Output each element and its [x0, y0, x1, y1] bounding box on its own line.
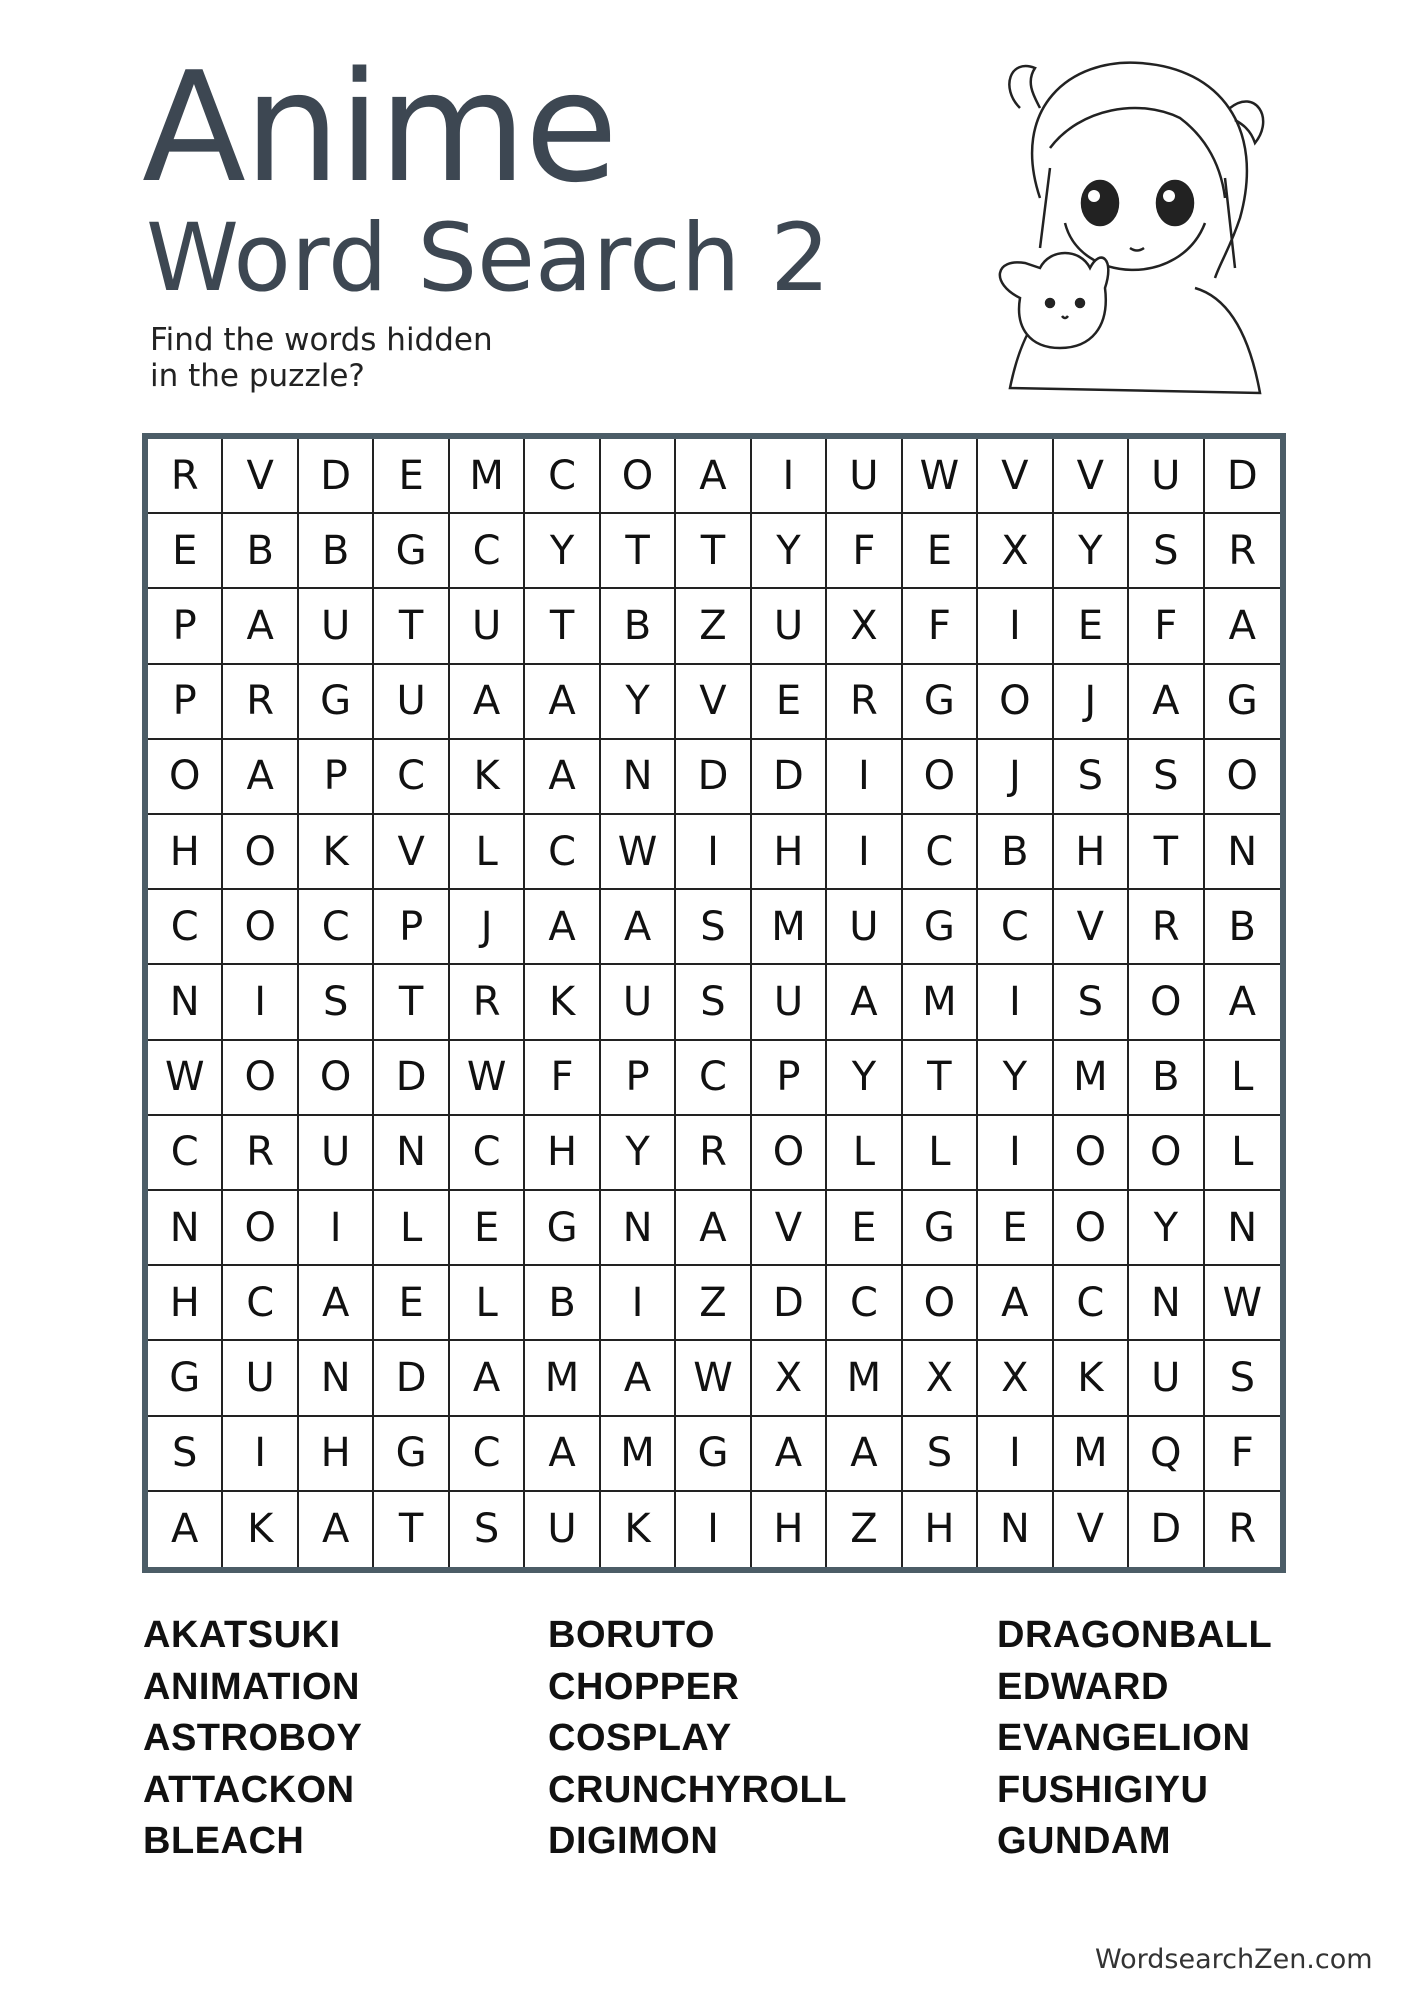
grid-cell: A — [1205, 965, 1280, 1040]
grid-cell: C — [148, 1116, 223, 1191]
grid-cell: P — [148, 589, 223, 664]
grid-cell: D — [752, 1266, 827, 1341]
grid-cell: C — [525, 815, 600, 890]
grid-cell: I — [827, 815, 902, 890]
grid-cell: U — [299, 1116, 374, 1191]
grid-cell: O — [903, 1266, 978, 1341]
word-list-column — [997, 1610, 1272, 1868]
grid-cell: T — [676, 514, 751, 589]
grid-cell: O — [1205, 740, 1280, 815]
grid-cell: N — [978, 1492, 1053, 1567]
grid-cell: N — [299, 1341, 374, 1416]
grid-cell: A — [148, 1492, 223, 1567]
grid-cell: J — [978, 740, 1053, 815]
grid-cell: U — [450, 589, 525, 664]
grid-cell: I — [223, 1417, 298, 1492]
word-item: BLEACH — [143, 1820, 305, 1862]
grid-cell: G — [299, 665, 374, 740]
grid-cell: G — [903, 890, 978, 965]
grid-cell: S — [1205, 1341, 1280, 1416]
grid-cell: O — [223, 1191, 298, 1266]
grid-cell: H — [1054, 815, 1129, 890]
grid-cell: Y — [1129, 1191, 1204, 1266]
grid-cell: I — [978, 589, 1053, 664]
instructions-line: in the puzzle? — [150, 358, 365, 394]
grid-cell: N — [601, 1191, 676, 1266]
grid-cell: P — [752, 1041, 827, 1116]
grid-cell: N — [374, 1116, 449, 1191]
grid-cell: A — [752, 1417, 827, 1492]
grid-cell: C — [676, 1041, 751, 1116]
grid-cell: U — [1129, 1341, 1204, 1416]
word-item: COSPLAY — [548, 1717, 732, 1759]
grid-cell: I — [223, 965, 298, 1040]
grid-cell: I — [827, 740, 902, 815]
grid-cell: A — [978, 1266, 1053, 1341]
grid-cell: E — [827, 1191, 902, 1266]
grid-cell: O — [903, 740, 978, 815]
word-item: ATTACKON — [143, 1768, 355, 1811]
grid-cell: C — [299, 890, 374, 965]
grid-cell: C — [1054, 1266, 1129, 1341]
grid-cell: O — [223, 1041, 298, 1116]
grid-cell: Y — [752, 514, 827, 589]
grid-cell: O — [148, 740, 223, 815]
grid-cell: X — [978, 1341, 1053, 1416]
grid-cell: T — [374, 965, 449, 1040]
grid-cell: A — [223, 589, 298, 664]
grid-cell: I — [676, 1492, 751, 1567]
grid-cell: G — [1205, 665, 1280, 740]
grid-cell: R — [450, 965, 525, 1040]
instructions — [150, 322, 570, 394]
grid-cell: P — [601, 1041, 676, 1116]
grid-cell: A — [1205, 589, 1280, 664]
grid-cell: I — [752, 439, 827, 514]
grid-cell: X — [752, 1341, 827, 1416]
grid-cell: L — [374, 1191, 449, 1266]
grid-cell: Q — [1129, 1417, 1204, 1492]
grid-cell: B — [1129, 1041, 1204, 1116]
grid-cell: S — [148, 1417, 223, 1492]
grid-cell: P — [374, 890, 449, 965]
grid-cell: F — [525, 1041, 600, 1116]
grid-cell: A — [676, 1191, 751, 1266]
instructions-line: Find the words hidden — [150, 322, 493, 358]
grid-cell: T — [374, 1492, 449, 1567]
grid-cell: N — [1205, 815, 1280, 890]
grid-cell: C — [903, 815, 978, 890]
grid-cell: C — [450, 1417, 525, 1492]
grid-cell: G — [374, 514, 449, 589]
grid-cell: O — [978, 665, 1053, 740]
word-item: GUNDAM — [997, 1820, 1171, 1862]
grid-cell: K — [450, 740, 525, 815]
grid-cell: W — [450, 1041, 525, 1116]
grid-cell: D — [299, 439, 374, 514]
grid-cell: A — [525, 1417, 600, 1492]
page-subtitle: Word Search 2 — [146, 204, 831, 313]
grid-cell: K — [525, 965, 600, 1040]
grid-cell: O — [1129, 1116, 1204, 1191]
grid-cell: G — [148, 1341, 223, 1416]
grid-cell: V — [223, 439, 298, 514]
grid-cell: O — [1129, 965, 1204, 1040]
grid-cell: R — [676, 1116, 751, 1191]
grid-cell: K — [601, 1492, 676, 1567]
grid-cell: L — [903, 1116, 978, 1191]
grid-cell: H — [148, 815, 223, 890]
grid-cell: H — [752, 1492, 827, 1567]
grid-cell: I — [676, 815, 751, 890]
grid-cell: A — [223, 740, 298, 815]
grid-cell: V — [1054, 1492, 1129, 1567]
word-item: EVANGELION — [997, 1717, 1251, 1759]
grid-cell: H — [299, 1417, 374, 1492]
grid-cell: N — [148, 1191, 223, 1266]
grid-cell: E — [450, 1191, 525, 1266]
footer-site-name: WordsearchZen.com — [1095, 1944, 1373, 1975]
grid-cell: U — [601, 965, 676, 1040]
grid-cell: U — [223, 1341, 298, 1416]
word-item: DIGIMON — [548, 1820, 719, 1862]
grid-cell: L — [1205, 1116, 1280, 1191]
grid-cell: V — [752, 1191, 827, 1266]
grid-cell: D — [676, 740, 751, 815]
grid-cell: H — [148, 1266, 223, 1341]
grid-cell: G — [903, 665, 978, 740]
grid-cell: K — [299, 815, 374, 890]
grid-cell: S — [1129, 740, 1204, 815]
grid-cell: S — [450, 1492, 525, 1567]
grid-cell: A — [525, 740, 600, 815]
grid-cell: C — [223, 1266, 298, 1341]
grid-cell: Z — [827, 1492, 902, 1567]
grid-cell: R — [827, 665, 902, 740]
grid-cell: R — [223, 665, 298, 740]
grid-cell: S — [1129, 514, 1204, 589]
grid-cell: U — [752, 965, 827, 1040]
grid-cell: L — [450, 1266, 525, 1341]
grid-cell: S — [1054, 740, 1129, 815]
word-list-column — [548, 1610, 847, 1868]
grid-cell: T — [525, 589, 600, 664]
grid-cell: K — [223, 1492, 298, 1567]
grid-cell: N — [1129, 1266, 1204, 1341]
grid-cell: R — [223, 1116, 298, 1191]
word-item: AKATSUKI — [143, 1614, 341, 1656]
grid-cell: B — [525, 1266, 600, 1341]
grid-cell: D — [374, 1341, 449, 1416]
grid-cell: I — [601, 1266, 676, 1341]
grid-cell: B — [978, 815, 1053, 890]
grid-cell: M — [525, 1341, 600, 1416]
word-item: EDWARD — [997, 1665, 1169, 1708]
word-item: CHOPPER — [548, 1665, 740, 1708]
grid-cell: D — [1205, 439, 1280, 514]
grid-cell: E — [1054, 589, 1129, 664]
grid-cell: L — [1205, 1041, 1280, 1116]
grid-cell: C — [525, 439, 600, 514]
grid-cell: Y — [601, 1116, 676, 1191]
grid-cell: S — [1054, 965, 1129, 1040]
grid-cell: W — [148, 1041, 223, 1116]
grid-cell: V — [978, 439, 1053, 514]
grid-cell: M — [1054, 1417, 1129, 1492]
grid-cell: B — [223, 514, 298, 589]
grid-cell: R — [1129, 890, 1204, 965]
grid-cell: W — [676, 1341, 751, 1416]
grid-cell: F — [827, 514, 902, 589]
grid-cell: S — [903, 1417, 978, 1492]
grid-cell: U — [752, 589, 827, 664]
grid-cell: S — [676, 965, 751, 1040]
grid-cell: R — [148, 439, 223, 514]
grid-cell: X — [903, 1341, 978, 1416]
grid-cell: N — [601, 740, 676, 815]
grid-cell: A — [450, 1341, 525, 1416]
grid-cell: C — [148, 890, 223, 965]
grid-cell: A — [525, 890, 600, 965]
grid-cell: Y — [1054, 514, 1129, 589]
grid-cell: Y — [978, 1041, 1053, 1116]
grid-cell: U — [299, 589, 374, 664]
grid-cell: X — [827, 589, 902, 664]
grid-cell: A — [525, 665, 600, 740]
grid-cell: P — [299, 740, 374, 815]
grid-cell: G — [903, 1191, 978, 1266]
grid-cell: F — [903, 589, 978, 664]
word-list-column — [143, 1610, 362, 1868]
anime-girl-illustration — [980, 48, 1290, 408]
grid-cell: B — [1205, 890, 1280, 965]
grid-cell: H — [903, 1492, 978, 1567]
grid-cell: M — [903, 965, 978, 1040]
grid-cell: U — [374, 665, 449, 740]
grid-cell: E — [752, 665, 827, 740]
grid-cell: C — [374, 740, 449, 815]
grid-cell: O — [223, 890, 298, 965]
grid-cell: N — [148, 965, 223, 1040]
grid-cell: I — [978, 1417, 1053, 1492]
grid-cell: W — [601, 815, 676, 890]
grid-cell: M — [752, 890, 827, 965]
grid-cell: B — [601, 589, 676, 664]
grid-cell: H — [752, 815, 827, 890]
grid-cell: V — [1054, 890, 1129, 965]
grid-cell: W — [903, 439, 978, 514]
grid-cell: W — [1205, 1266, 1280, 1341]
grid-cell: L — [450, 815, 525, 890]
page-title: Anime — [142, 39, 617, 216]
grid-cell: V — [676, 665, 751, 740]
grid-cell: A — [450, 665, 525, 740]
grid-cell: G — [676, 1417, 751, 1492]
grid-cell: A — [299, 1492, 374, 1567]
grid-cell: I — [978, 965, 1053, 1040]
grid-cell: S — [299, 965, 374, 1040]
grid-cell: M — [827, 1341, 902, 1416]
grid-cell: M — [601, 1417, 676, 1492]
grid-cell: I — [978, 1116, 1053, 1191]
grid-cell: A — [1129, 665, 1204, 740]
grid-cell: J — [450, 890, 525, 965]
grid-cell: K — [1054, 1341, 1129, 1416]
grid-cell: V — [1054, 439, 1129, 514]
grid-cell: C — [450, 514, 525, 589]
grid-cell: O — [223, 815, 298, 890]
grid-cell: A — [601, 890, 676, 965]
grid-cell: D — [1129, 1492, 1204, 1567]
grid-cell: V — [374, 815, 449, 890]
word-item: BORUTO — [548, 1614, 715, 1656]
grid-cell: L — [827, 1116, 902, 1191]
grid-cell: X — [978, 514, 1053, 589]
grid-cell: F — [1129, 589, 1204, 664]
grid-cell: U — [827, 890, 902, 965]
grid-cell: O — [601, 439, 676, 514]
word-search-grid — [142, 433, 1286, 1573]
grid-cell: Z — [676, 1266, 751, 1341]
word-item: CRUNCHYROLL — [548, 1768, 847, 1811]
word-item: FUSHIGIYU — [997, 1768, 1209, 1811]
grid-cell: O — [752, 1116, 827, 1191]
grid-cell: T — [374, 589, 449, 664]
grid-cell: E — [374, 439, 449, 514]
grid-cell: F — [1205, 1417, 1280, 1492]
grid-cell: D — [752, 740, 827, 815]
grid-cell: M — [450, 439, 525, 514]
grid-cell: G — [525, 1191, 600, 1266]
grid-cell: Y — [525, 514, 600, 589]
grid-cell: R — [1205, 514, 1280, 589]
grid-cell: C — [450, 1116, 525, 1191]
grid-cell: G — [374, 1417, 449, 1492]
grid-cell: R — [1228, 1506, 1257, 1553]
grid-cell: E — [978, 1191, 1053, 1266]
grid-cell: U — [827, 439, 902, 514]
grid-cell: C — [978, 890, 1053, 965]
word-item: ASTROBOY — [143, 1717, 363, 1759]
grid-cell: Y — [827, 1041, 902, 1116]
grid-cell: B — [299, 514, 374, 589]
grid-cell: S — [676, 890, 751, 965]
grid-cell: A — [827, 965, 902, 1040]
grid-cell: A — [676, 439, 751, 514]
grid-cell: U — [1129, 439, 1204, 514]
grid-cell: A — [601, 1341, 676, 1416]
word-item: ANIMATION — [143, 1665, 360, 1708]
grid-cell: N — [1205, 1191, 1280, 1266]
grid-cell: O — [1054, 1116, 1129, 1191]
grid-cell: J — [1054, 665, 1129, 740]
grid-cell: I — [299, 1191, 374, 1266]
grid-cell: H — [525, 1116, 600, 1191]
grid-cell: M — [1054, 1041, 1129, 1116]
grid-cell: O — [299, 1041, 374, 1116]
grid-cell: T — [1129, 815, 1204, 890]
grid-cell: C — [827, 1266, 902, 1341]
word-item: DRAGONBALL — [997, 1614, 1273, 1656]
grid-cell: A — [299, 1266, 374, 1341]
grid-cell: U — [525, 1492, 600, 1567]
grid-cell: Y — [601, 665, 676, 740]
grid-cell: T — [601, 514, 676, 589]
grid-cell: A — [827, 1417, 902, 1492]
grid-cell: P — [148, 665, 223, 740]
grid-cell: Z — [676, 589, 751, 664]
grid-cell: E — [374, 1266, 449, 1341]
grid-cell: O — [1054, 1191, 1129, 1266]
grid-cell: E — [903, 514, 978, 589]
grid-cell: E — [148, 514, 223, 589]
grid-cell: T — [903, 1041, 978, 1116]
grid-cell: D — [374, 1041, 449, 1116]
